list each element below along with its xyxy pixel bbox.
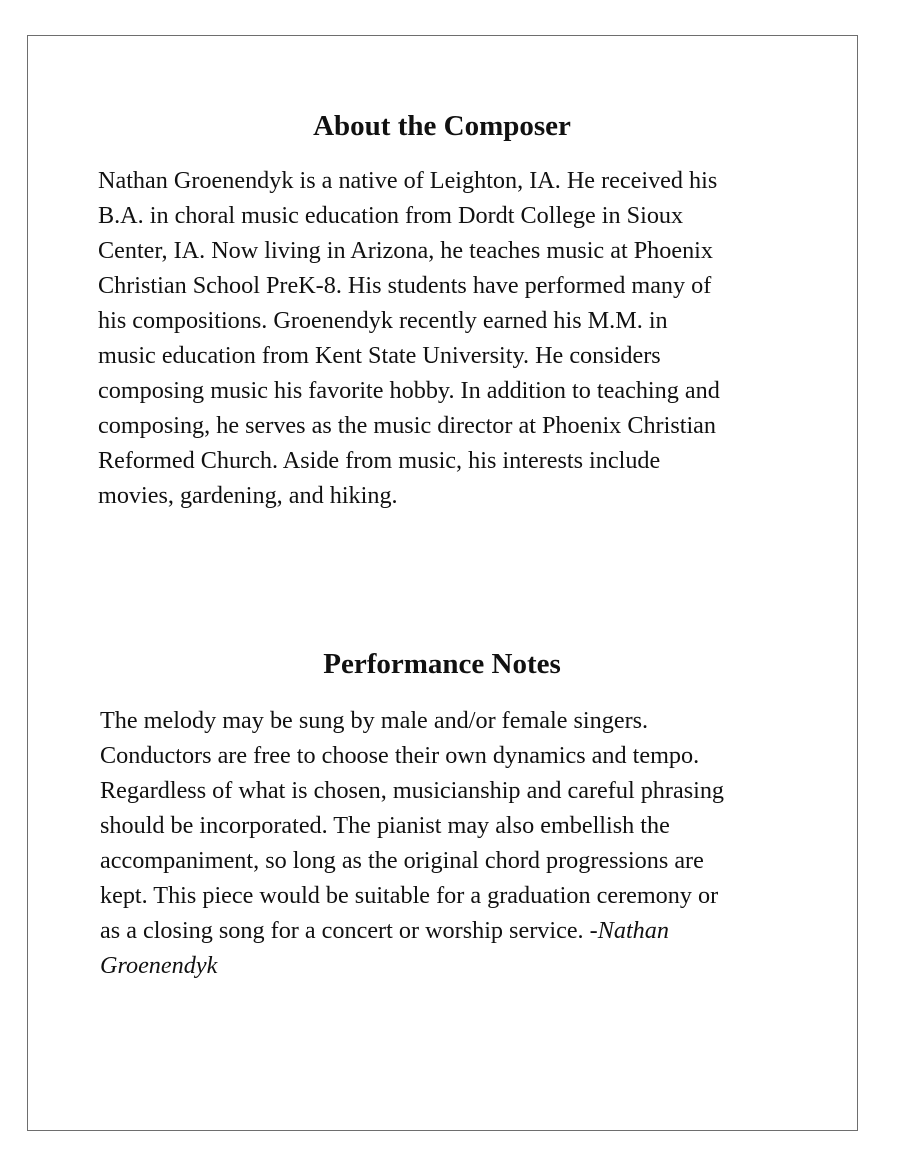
paragraph-line: composing music his favorite hobby. In addition to teaching and bbox=[98, 377, 720, 404]
paragraph-line: Center, IA. Now living in Arizona, he teaches music at Phoenix bbox=[98, 237, 713, 264]
signature-last-name: Groenendyk bbox=[100, 952, 218, 979]
paragraph-line: movies, gardening, and hiking. bbox=[98, 482, 398, 509]
paragraph-line: The melody may be sung by male and/or female singers. bbox=[100, 707, 649, 734]
about-composer-paragraph bbox=[98, 163, 798, 513]
paragraph-line: Regardless of what is chosen, musicianship and careful phrasing bbox=[100, 777, 725, 804]
paragraph-line: Conductors are free to choose their own dynamics and tempo. bbox=[100, 742, 700, 769]
paragraph-line: should be incorporated. The pianist may also embellish the bbox=[100, 812, 670, 839]
performance-notes-paragraph bbox=[100, 703, 800, 983]
performance-notes-heading: Performance Notes bbox=[323, 648, 561, 680]
paragraph-line: Nathan Groenendyk is a native of Leighton, IA. He received his bbox=[98, 167, 718, 194]
paragraph-line-text: as a closing song for a concert or worship service. bbox=[100, 917, 590, 944]
about-composer-heading: About the Composer bbox=[313, 110, 571, 142]
paragraph-line: music education from Kent State University. He considers bbox=[98, 342, 661, 369]
paragraph-line: composing, he serves as the music director at Phoenix Christian bbox=[98, 412, 716, 439]
paragraph-line: accompaniment, so long as the original chord progressions are bbox=[100, 847, 704, 874]
signature-first-name: -Nathan bbox=[589, 917, 669, 944]
paragraph-line-with-signature bbox=[100, 913, 800, 948]
paragraph-line: kept. This piece would be suitable for a graduation ceremony or bbox=[100, 882, 719, 909]
paragraph-line: B.A. in choral music education from Dordt College in Sioux bbox=[98, 202, 684, 229]
paragraph-line: Reformed Church. Aside from music, his interests include bbox=[98, 447, 661, 474]
paragraph-line: Christian School PreK-8. His students have performed many of bbox=[98, 272, 712, 299]
paragraph-line: his compositions. Groenendyk recently earned his M.M. in bbox=[98, 307, 668, 334]
